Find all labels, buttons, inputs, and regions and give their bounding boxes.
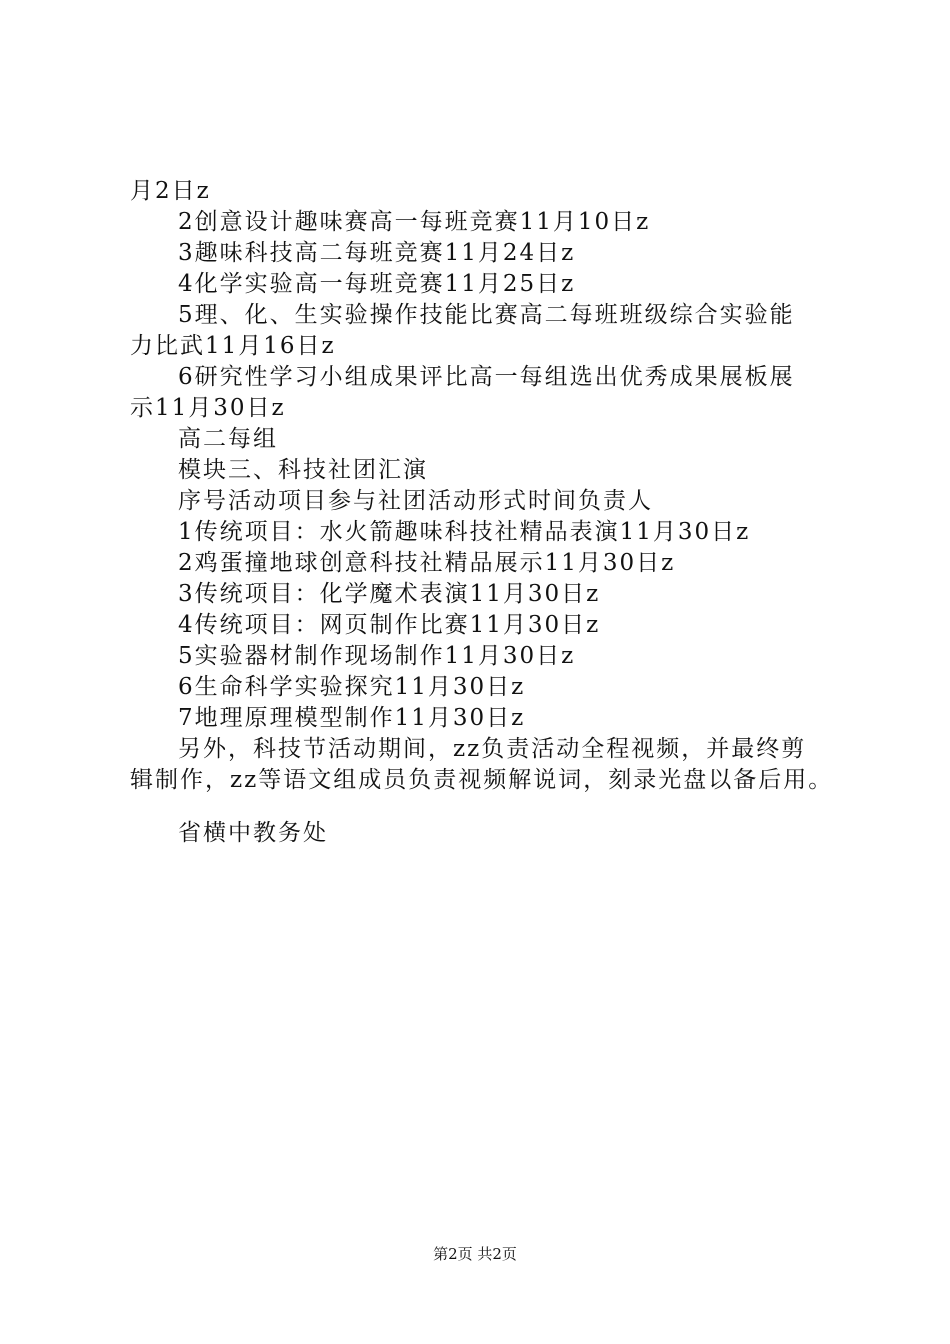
- text-line-9: 高二每组: [178, 426, 278, 452]
- list-item: 5实验器材制作现场制作11月30日z: [178, 643, 576, 669]
- text-line-5: 5理、化、生实验操作技能比赛高二每班班级综合实验能: [178, 302, 795, 328]
- text-line-6: 力比武11月16日z: [130, 333, 336, 359]
- list-item: 6生命科学实验探究11月30日z: [178, 674, 526, 700]
- list-item: 7地理原理模型制作11月30日z: [178, 705, 526, 731]
- list-item: 3传统项目：化学魔术表演11月30日z: [178, 581, 601, 607]
- text-line-2: 2创意设计趣味赛高一每班竞赛11月10日z: [178, 209, 651, 235]
- text-line-19: 另外，科技节活动期间，zz负责活动全程视频，并最终剪: [178, 736, 807, 762]
- table-header-line: 序号活动项目参与社团活动形式时间负责人: [178, 488, 653, 514]
- signature-line: 省横中教务处: [178, 820, 328, 846]
- text-line-7: 6研究性学习小组成果评比高一每组选出优秀成果展板展: [178, 364, 795, 390]
- text-line-3: 3趣味科技高二每班竞赛11月24日z: [178, 240, 576, 266]
- text-line-8: 示11月30日z: [130, 395, 286, 421]
- list-item: 1传统项目：水火箭趣味科技社精品表演11月30日z: [178, 519, 751, 545]
- section-heading: 模块三、科技社团汇演: [178, 457, 428, 483]
- page-number-footer: 第2页 共2页: [433, 1245, 517, 1263]
- text-line-4: 4化学实验高一每班竞赛11月25日z: [178, 271, 576, 297]
- list-item: 4传统项目：网页制作比赛11月30日z: [178, 612, 601, 638]
- list-item: 2鸡蛋撞地球创意科技社精品展示11月30日z: [178, 550, 676, 576]
- text-line-1: 月2日z: [130, 178, 211, 204]
- text-line-20: 辑制作，zz等语文组成员负责视频解说词，刻录光盘以备后用。: [130, 767, 834, 793]
